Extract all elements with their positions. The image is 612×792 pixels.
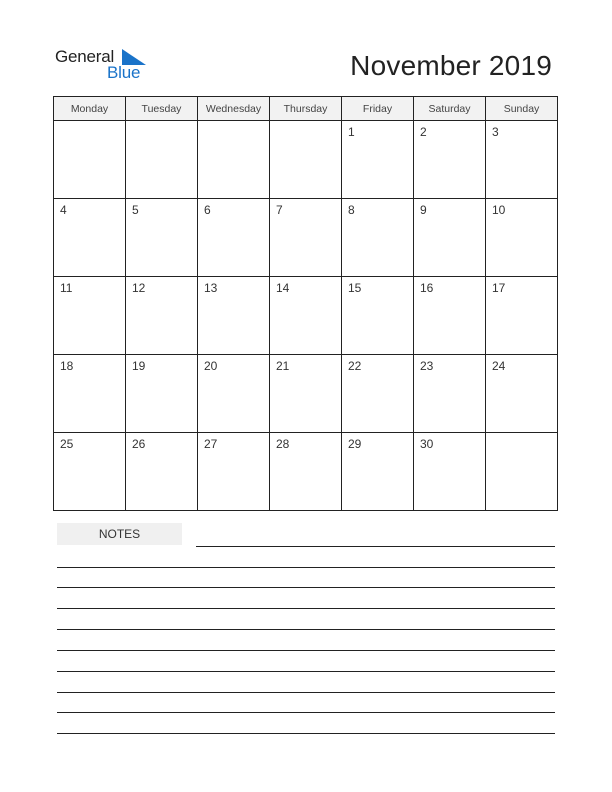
day-cell: [126, 121, 198, 199]
notes-line: [57, 567, 555, 568]
weekday-header: Saturday: [414, 97, 486, 121]
weekday-header: Friday: [342, 97, 414, 121]
day-cell: 11: [54, 277, 126, 355]
week-row: [54, 355, 558, 433]
day-cell: 22: [342, 355, 414, 433]
day-cell: 3: [486, 121, 558, 199]
day-cell: 28: [270, 433, 342, 511]
day-cell: 16: [414, 277, 486, 355]
day-cell: 7: [270, 199, 342, 277]
weekday-header: Thursday: [270, 97, 342, 121]
day-cell: 5: [126, 199, 198, 277]
day-cell: 2: [414, 121, 486, 199]
day-cell: 23: [414, 355, 486, 433]
day-cell: 14: [270, 277, 342, 355]
day-cell: [270, 121, 342, 199]
logo-general-text: General: [55, 47, 115, 66]
day-cell: 8: [342, 199, 414, 277]
day-cell: 21: [270, 355, 342, 433]
day-cell: 18: [54, 355, 126, 433]
notes-line: [196, 546, 555, 547]
day-cell: [54, 121, 126, 199]
notes-line: [57, 650, 555, 651]
day-cell: 17: [486, 277, 558, 355]
day-cell: 27: [198, 433, 270, 511]
notes-line: [57, 608, 555, 609]
day-cell: 26: [126, 433, 198, 511]
day-cell: 10: [486, 199, 558, 277]
day-cell: 9: [414, 199, 486, 277]
calendar-grid: [53, 96, 558, 511]
notes-line: [57, 712, 555, 713]
weekday-header: Monday: [54, 97, 126, 121]
week-row: [54, 121, 558, 199]
weekday-header-row: [54, 97, 558, 121]
day-cell: 15: [342, 277, 414, 355]
notes-line: [57, 671, 555, 672]
day-cell: 4: [54, 199, 126, 277]
day-cell: 20: [198, 355, 270, 433]
notes-label: NOTES: [57, 523, 182, 545]
day-cell: [486, 433, 558, 511]
day-cell: 25: [54, 433, 126, 511]
week-row: [54, 433, 558, 511]
page-title: November 2019: [350, 50, 552, 81]
day-cell: [198, 121, 270, 199]
weekday-header: Wednesday: [198, 97, 270, 121]
day-cell: 30: [414, 433, 486, 511]
notes-line: [57, 692, 555, 693]
logo-blue-text: Blue: [107, 63, 141, 82]
weekday-header: Tuesday: [126, 97, 198, 121]
day-cell: 13: [198, 277, 270, 355]
week-row: [54, 277, 558, 355]
day-cell: 24: [486, 355, 558, 433]
notes-line: [57, 733, 555, 734]
day-cell: 12: [126, 277, 198, 355]
weekday-header: Sunday: [486, 97, 558, 121]
day-cell: 19: [126, 355, 198, 433]
day-cell: 1: [342, 121, 414, 199]
day-cell: 29: [342, 433, 414, 511]
notes-line: [57, 629, 555, 630]
week-row: [54, 199, 558, 277]
notes-line: [57, 587, 555, 588]
logo: [55, 47, 155, 83]
day-cell: 6: [198, 199, 270, 277]
